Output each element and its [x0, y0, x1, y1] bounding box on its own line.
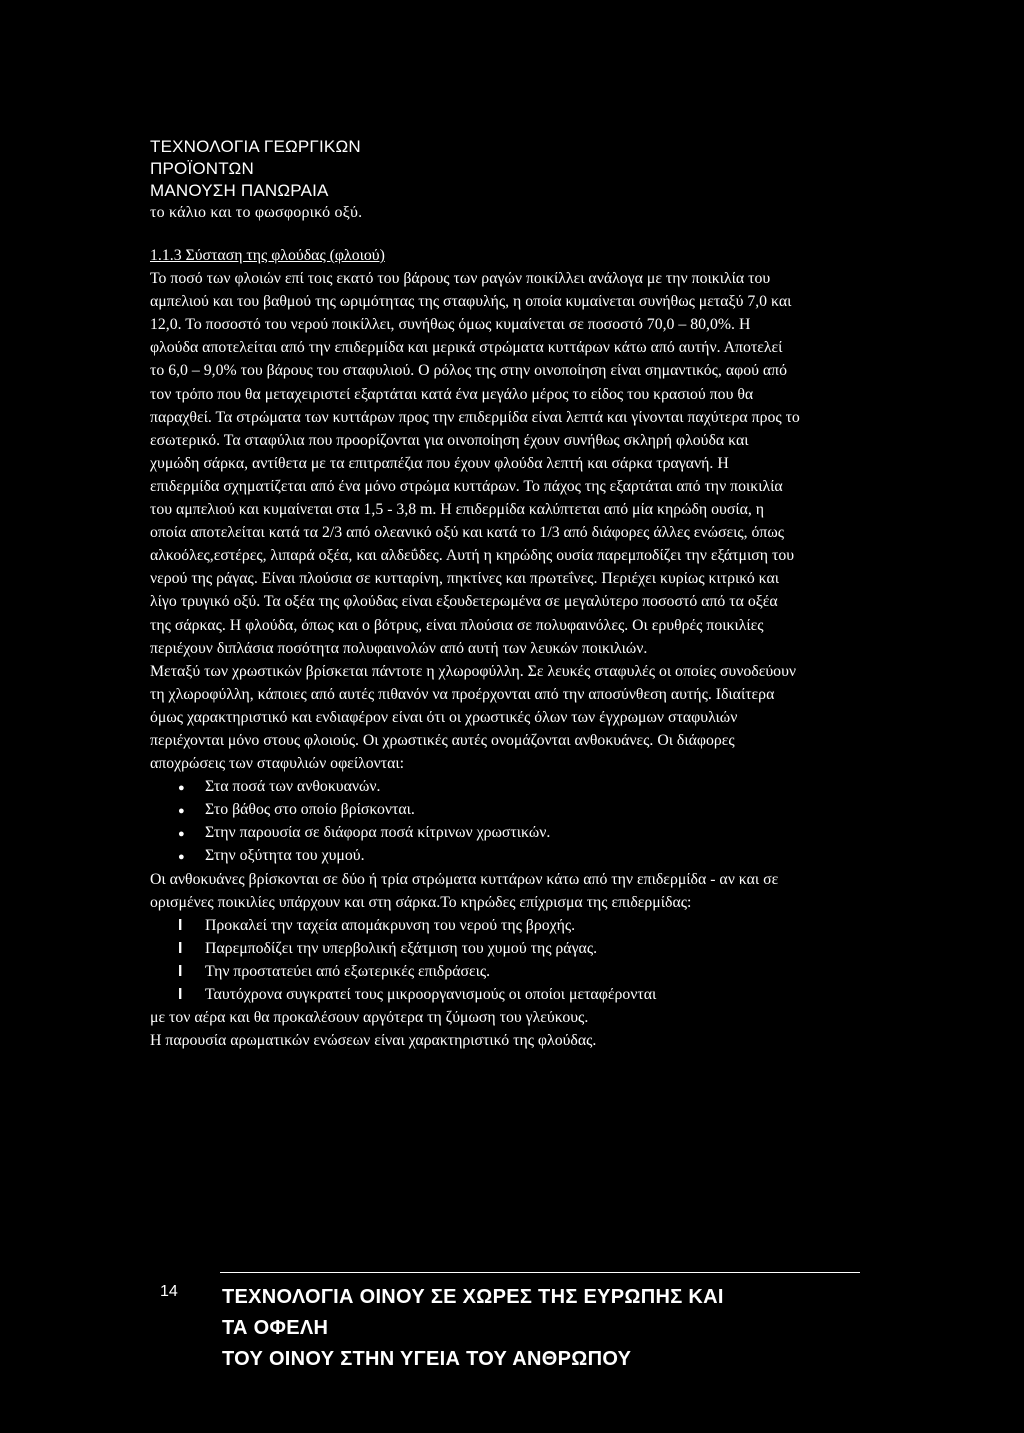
header-line-2: ΠΡΟΪΟΝΤΩΝ — [150, 159, 254, 178]
list-item — [150, 821, 800, 844]
list-item-text: Στην οξύτητα του χυμού. — [205, 847, 365, 865]
list-item — [150, 914, 800, 937]
list-item-text: Στο βάθος στο οποίο βρίσκονται. — [205, 801, 415, 819]
bullet-bar-icon: I — [178, 986, 183, 1003]
bullet-bar-icon: I — [178, 962, 183, 980]
list-item-text: Παρεμποδίζει την υπερβολική εξάτμιση του χυμού της ράγας. — [205, 939, 598, 957]
bullet-dot-icon — [178, 844, 185, 869]
pigment-causes-list — [150, 775, 800, 867]
wax-coating-list — [150, 914, 800, 1006]
list-item — [150, 983, 800, 1006]
list-item — [150, 960, 800, 983]
list-item-text: Στην παρουσία σε διάφορα ποσά κίτρινων χρωστικών. — [205, 824, 551, 842]
running-header — [150, 136, 362, 224]
section-heading: 1.1.3 Σύσταση της φλούδας (φλοιού) — [150, 247, 385, 264]
list-item-text: Στα ποσά των ανθοκυανών. — [205, 778, 381, 796]
list-item-text: Την προστατεύει από εξωτερικές επιδράσεις. — [205, 962, 491, 980]
list-item-text: Ταυτόχρονα συγκρατεί τους μικροοργανισμούς οι οποίοι μεταφέρονται — [205, 986, 657, 1003]
footer-title — [222, 1282, 724, 1375]
list-item-text: Προκαλεί την ταχεία απομάκρυνση του νερού της βροχής. — [205, 916, 576, 934]
main-content — [150, 244, 800, 1052]
bullet-dot-icon — [178, 821, 185, 846]
bullet-dot-icon — [178, 775, 185, 800]
paragraph-1: Το ποσό των φλοιών επί τοις εκατό του βάρους των ραγών ποικίλλει ανάλογα με την ποικιλία του αμπελιού και του βαθμού της ωριμότητας της σταφυλής, η οποία κυμαίνεται συνήθως μεταξύ 7,0 και 12,0. Το ποσοστό του νερού ποικίλλει, συνήθως όμως κυμαίνεται σε ποσοστό 70,0 – 80,0%. Η φλούδα αποτελείται από την επιδερμίδα και μερικά στρώματα κυττάρων κάτω από αυτήν. Αποτελεί το 6,0 – 9,0% του βάρους του σταφυλιού. Ο ρόλος της στην οινοποίηση είναι σημαντικός, αφού από τον τρόπο που θα μεταχειριστεί εξαρτάται κατά ένα μεγάλο μέρος το είδος του κρασιού που θα παραχθεί. Τα στρώματα των κυττάρων προς την επιδερμίδα είναι λεπτά και γίνονται παχύτερα προς το εσωτερικό. Τα σταφύλια που προορίζονται για οινοποίηση έχουν συνήθως σκληρή φλούδα και χυμώδη σάρκα, αντίθετα με τα επιτραπέζια που έχουν φλούδα λεπτή και σάρκα τραγανή. Η επιδερμίδα σχηματίζεται από ένα μόνο στρώμα κυττάρων. Το πάχος της εξαρτάται από την ποικιλία του αμπελιού και κυμαίνεται στα 1,5 - 3,8 m. Η επιδερμίδα καλύπτεται από μία κηρώδη ουσία, η οποία αποτελείται κατά τα 2/3 από ολεανικό οξύ και κατά το 1/3 από διάφορες άλλες ενώσεις, όπως αλκοόλες,εστέρες, λιπαρά οξέα, και αλδεΰδες. Αυτή η κηρώδης ουσία παρεμποδίζει την εξάτμιση του νερού της ράγας. Είναι πλούσια σε κυτταρίνη, πηκτίνες και πρωτεΐνες. Περιέχει κυρίως κιτρικό και λίγο τρυγικό οξύ. Τα οξέα της φλούδας είναι εξουδετερωμένα σε μεγαλύτερο ποσοστό από τα οξέα της σάρκας. Η φλούδα, όπως και ο βότρυς, είναι πλούσια σε πολυφαινόλες. Οι ερυθρές ποικιλίες περιέχουν διπλάσια ποσότητα πολυφαινολών από αυτή των λευκών ποικιλιών. — [150, 270, 800, 657]
paragraph-3: Οι ανθοκυάνες βρίσκονται σε δύο ή τρία στρώματα κυττάρων κάτω από την επιδερμίδα - αν και σε ορισμένες ποικιλίες υπάρχουν και στη σάρκα.Το κηρώδες επίχρισμα της επιδερμίδας: — [150, 870, 779, 911]
footer-title-line-2: ΤΑ ΟΦΕΛΗ — [222, 1317, 329, 1339]
list-item — [150, 844, 800, 867]
footer-title-line-3: ΤΟΥ ΟΙΝΟΥ ΣΤΗΝ ΥΓΕΙΑ ΤΟΥ ΑΝΘΡΩΠΟΥ — [222, 1348, 632, 1370]
page-number: 14 — [160, 1283, 178, 1300]
paragraph-2: Μεταξύ των χρωστικών βρίσκεται πάντοτε η χλωροφύλλη. Σε λευκές σταφυλές οι οποίες συνοδεύουν τη χλωροφύλλη, κάποιες από αυτές πιθανόν να προέρχονται από την αποσύνθεση αυτής. Ιδιαίτερα όμως χαρακτηριστικό και ενδιαφέρον είναι ότι οι χρωστικές όλων των έγχρωμων σταφυλιών περιέχονται μόνο στους φλοιούς. Οι χρωστικές αυτές ονομάζονται ανθοκυάνες. Οι διάφορες αποχρώσεις των σταφυλιών οφείλονται: — [150, 662, 797, 773]
header-line-3: ΜΑΝΟΥΣΗ ΠΑΝΩΡΑΙΑ — [150, 181, 329, 200]
bullet-bar-icon: I — [178, 939, 183, 957]
footer-rule — [220, 1272, 860, 1273]
header-line-4: το κάλιο και το φωσφορικό οξύ. — [150, 204, 363, 221]
list-item — [150, 775, 800, 798]
list-item — [150, 937, 800, 960]
paragraph-4: με τον αέρα και θα προκαλέσουν αργότερα τη ζύμωση του γλεύκους. — [150, 1009, 589, 1027]
bullet-dot-icon — [178, 798, 185, 823]
paragraph-5: Η παρουσία αρωματικών ενώσεων είναι χαρακτηριστικό της φλούδας. — [150, 1032, 597, 1050]
bullet-bar-icon: I — [178, 916, 183, 934]
footer-title-line-1: ΤΕΧΝΟΛΟΓΙΑ ΟΙΝΟΥ ΣΕ ΧΩΡΕΣ ΤΗΣ ΕΥΡΩΠΗΣ ΚΑΙ — [222, 1286, 724, 1308]
header-line-1: ΤΕΧΝΟΛΟΓΙΑ ΓΕΩΡΓΙΚΩΝ — [150, 137, 361, 156]
list-item — [150, 798, 800, 821]
